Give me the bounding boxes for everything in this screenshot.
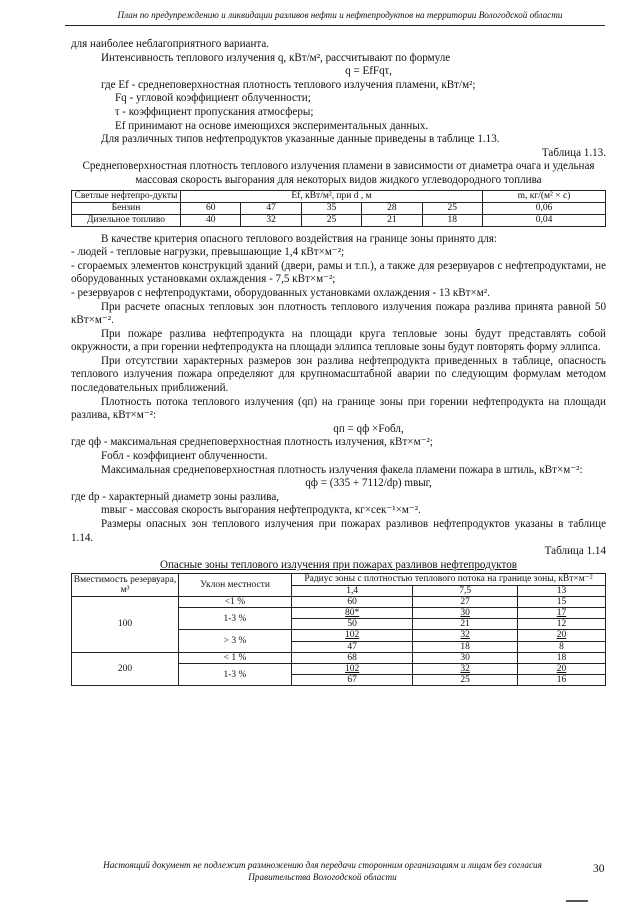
paragraph: Плотность потока теплового излучения (qп) на границе зоны при горении нефтепродукта на площади разлива, кВт×м⁻²: (71, 395, 606, 422)
text-line: для наиболее неблагоприятного варианта. (71, 38, 270, 50)
text-line: где Ef - среднеповерхностная плотность теплового излучения пламени, кВт/м²; (101, 78, 476, 91)
running-header: План по предупреждению и ликвидации разливов нефти и нефтепродуктов на территории Вологодской области (117, 10, 563, 20)
paragraph: где qф - максимальная среднеповерхностная плотность излучения, кВт×м⁻²; (71, 436, 433, 449)
paragraph: При расчете опасных тепловых зон плотность теплового излучения пожара разлива принята равной 50 кВт×м⁻². (71, 300, 606, 327)
formula: q = EfFqτ, (345, 65, 392, 78)
table-cell: 60 (181, 202, 241, 214)
table-cell: 200 (72, 652, 179, 686)
page-number: 30 (593, 863, 605, 875)
paragraph: Максимальная среднеповерхностная плотность излучения факела пламени пожара в штиль, кВт×м⁻²: (101, 463, 583, 476)
table-title: Среднеповерхностная плотность теплового излучения пламени в зависимости от диаметра очага и удельная массовая скорость выгорания для некоторых видов жидкого углеводородного топлива (82, 160, 595, 186)
table-header: Светлые нефтепро-дукты (72, 190, 181, 202)
table-cell: 12 (518, 619, 606, 630)
table-cell: 102 (292, 664, 413, 675)
table-header: m, кг/(м² × с) (483, 190, 606, 202)
paragraph: Размеры опасных зон теплового излучения при пожарах разливов нефтепродуктов указаны в таблице 1.14. (71, 518, 606, 544)
header-divider (65, 25, 605, 26)
table-header: 1,4 (292, 585, 413, 596)
paragraph: В качестве критерия опасного теплового воздействия на границе зоны принято для: (101, 232, 498, 245)
formula: qп = qф ×Fобл, (333, 422, 404, 435)
table-header: Вместимость резервуара, м³ (72, 574, 179, 596)
table-cell: 32 (413, 630, 518, 641)
table-cell: < 1 % (179, 652, 292, 663)
table-header: Ef, кВт/м², при d , м (181, 190, 483, 202)
table-row (72, 596, 606, 607)
paragraph: При пожаре разлива нефтепродукта на площади круга тепловые зоны будут представлять собой окружности, а при горении нефтепродукта на площади эллипса тепловые зоны будут повторять форму эллипса. (71, 327, 606, 354)
table-cell: 18 (422, 214, 483, 226)
table-cell: 35 (301, 202, 361, 214)
footer-notice: Настоящий документ не подлежит размножению для передачи сторонним организациям и лицам без согласия Правительства Вологодской области (103, 860, 542, 882)
paragraph: Fобл - коэффициент облученности. (101, 450, 268, 463)
table-cell: 32 (241, 214, 301, 226)
table-label: Таблица 1.13. (541, 146, 606, 159)
table-header: 13 (518, 585, 606, 596)
table-cell: > 3 % (179, 630, 292, 652)
paragraph: При отсутствии характерных размеров зон разлива нефтепродукта приведенных в таблице, опасность теплового излучения пожара определяют для крупномасштабной аварии по следующим формулам методом последовательных приближений. (71, 354, 606, 395)
table-cell: 0,06 (483, 202, 606, 214)
table-cell: 67 (292, 675, 413, 686)
table-cell: 1-3 % (179, 607, 292, 629)
paragraph: где dр - характерный диаметр зоны разлива, (71, 490, 280, 503)
table-row (72, 652, 606, 663)
table-cell: 60 (292, 596, 413, 607)
table-cell: 68 (292, 652, 413, 663)
table-cell: 80* (292, 607, 413, 618)
table-cell: 102 (292, 630, 413, 641)
table-row (72, 214, 606, 226)
table-cell: 0,04 (483, 214, 606, 226)
table-cell: 32 (413, 664, 518, 675)
table-cell: 18 (518, 652, 606, 663)
table-cell: 47 (241, 202, 301, 214)
table-cell: 28 (362, 202, 422, 214)
table-cell: 17 (518, 607, 606, 618)
table-cell: 30 (413, 607, 518, 618)
table-1-14 (71, 573, 606, 686)
paragraph: mвыг - массовая скорость выгорания нефтепродукта, кг×сек⁻¹×м⁻². (101, 504, 421, 517)
table-cell: 40 (181, 214, 241, 226)
table-cell: 100 (72, 596, 179, 652)
table-cell: 50 (292, 619, 413, 630)
scan-mark (566, 900, 588, 902)
table-cell: 21 (413, 619, 518, 630)
table-cell: 25 (301, 214, 361, 226)
table-cell: 16 (518, 675, 606, 686)
table-cell: Дизельное топливо (72, 214, 181, 226)
text-line: Для различных типов нефтепродуктов указанные данные приведены в таблице 1.13. (101, 133, 500, 146)
paragraph: - сгораемых элементов конструкций зданий (двери, рамы и т.п.), а также для резервуаров с нефтепродуктами, не оборудованных установками охлаждения - 7,5 кВт×м⁻²; (71, 259, 606, 286)
table-cell: 20 (518, 630, 606, 641)
table-label: Таблица 1.14 (544, 545, 606, 558)
text-line: Fq - угловой коэффициент облученности; (115, 92, 311, 105)
text-line: Ef принимают на основе имеющихся экспериментальных данных. (115, 119, 429, 132)
table-cell: 18 (413, 641, 518, 652)
table-title: Опасные зоны теплового излучения при пожарах разливов нефтепродуктов (159, 558, 518, 571)
table-cell: 30 (413, 652, 518, 663)
table-header: Радиус зоны с плотностью теплового потока на границе зоны, кВт×м⁻² (292, 574, 606, 585)
paragraph: - резервуаров с нефтепродуктами, оборудованных установками охлаждения - 13 кВт×м². (71, 286, 490, 299)
formula: qф = (335 + 7112/dр) mвыг, (305, 477, 432, 490)
table-cell: 8 (518, 641, 606, 652)
text-line: Интенсивность теплового излучения q, кВт/м², рассчитывают по формуле (101, 51, 451, 64)
table-cell: 27 (413, 596, 518, 607)
page-content (71, 38, 606, 686)
table-1-13 (71, 190, 606, 227)
table-cell: 20 (518, 664, 606, 675)
table-cell: 25 (413, 675, 518, 686)
table-cell: 25 (422, 202, 483, 214)
table-header: Уклон местности (179, 574, 292, 596)
table-cell: 21 (362, 214, 422, 226)
table-row (72, 202, 606, 214)
table-cell: <1 % (179, 596, 292, 607)
table-cell: 15 (518, 596, 606, 607)
text-line: τ - коэффициент пропускания атмосферы; (115, 105, 314, 118)
table-cell: Бензин (72, 202, 181, 214)
table-cell: 1-3 % (179, 664, 292, 686)
paragraph: - людей - тепловые нагрузки, превышающие 1,4 кВт×м⁻²; (71, 246, 345, 259)
table-cell: 47 (292, 641, 413, 652)
table-header: 7,5 (413, 585, 518, 596)
